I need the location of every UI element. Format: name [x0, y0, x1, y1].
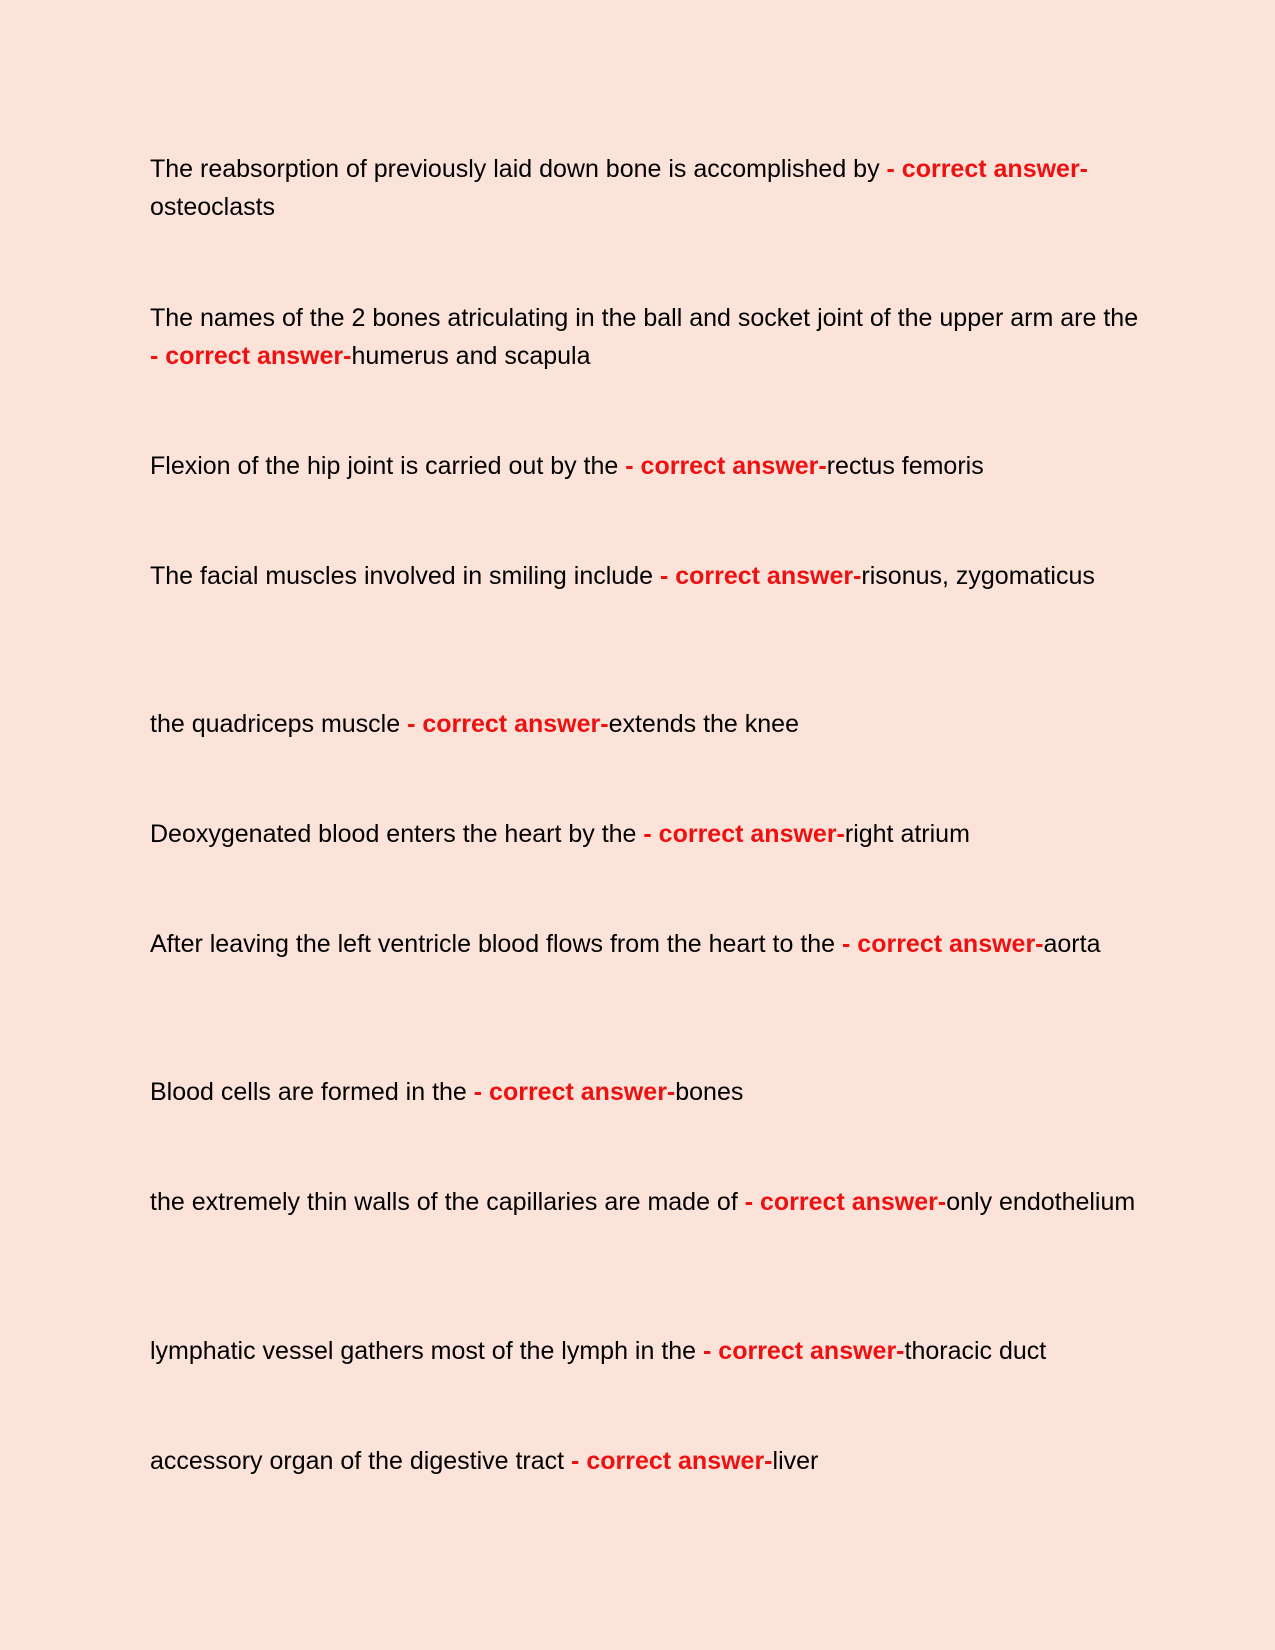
answer-text: osteoclasts	[150, 193, 276, 221]
qa-item	[150, 150, 1140, 226]
question-text: The reabsorption of previously laid down bone is accomplished by	[150, 155, 887, 183]
qa-item	[150, 299, 1140, 375]
question-text: the quadriceps muscle	[150, 710, 408, 738]
qa-item	[150, 1183, 1135, 1221]
answer-text: extends the knee	[608, 710, 799, 738]
correct-answer-marker: - correct answer-	[842, 930, 1044, 958]
correct-answer-marker: - correct answer-	[407, 710, 609, 738]
question-text: the extremely thin walls of the capillaries are made of	[150, 1188, 745, 1216]
qa-item	[150, 557, 1095, 595]
question-text: Deoxygenated blood enters the heart by the	[150, 820, 644, 848]
question-text: The facial muscles involved in smiling include	[150, 562, 660, 590]
answer-text: humerus and scapula	[351, 342, 591, 370]
answer-text: thoracic duct	[904, 1337, 1047, 1365]
answer-text: liver	[772, 1447, 819, 1475]
answer-text: right atrium	[844, 820, 970, 848]
question-text: accessory organ of the digestive tract	[150, 1447, 572, 1475]
question-text: Flexion of the hip joint is carried out by the	[150, 452, 626, 480]
answer-text: bones	[675, 1078, 744, 1106]
qa-item	[150, 925, 1100, 963]
qa-item	[150, 1073, 743, 1111]
qa-item	[150, 1442, 818, 1480]
qa-item	[150, 815, 970, 853]
correct-answer-marker: - correct answer-	[571, 1447, 773, 1475]
question-text: Blood cells are formed in the	[150, 1078, 474, 1106]
question-text: After leaving the left ventricle blood flows from the heart to the	[150, 930, 843, 958]
correct-answer-marker: - correct answer-	[703, 1337, 905, 1365]
qa-item	[150, 705, 799, 743]
correct-answer-marker: - correct answer-	[473, 1078, 676, 1106]
correct-answer-marker: - correct answer-	[150, 342, 352, 370]
answer-text: rectus femoris	[826, 452, 984, 480]
correct-answer-marker: - correct answer-	[886, 155, 1088, 183]
answer-text: risonus, zygomaticus	[861, 562, 1095, 590]
correct-answer-marker: - correct answer-	[744, 1188, 947, 1216]
qa-item	[150, 1332, 1046, 1370]
question-text: lymphatic vessel gathers most of the lymph in the	[150, 1337, 704, 1365]
answer-text: only endothelium	[946, 1188, 1136, 1216]
correct-answer-marker: - correct answer-	[625, 452, 827, 480]
qa-item	[150, 447, 984, 485]
correct-answer-marker: - correct answer-	[643, 820, 845, 848]
correct-answer-marker: - correct answer-	[659, 562, 862, 590]
question-text: The names of the 2 bones atriculating in the ball and socket joint of the upper arm are the	[150, 304, 1139, 332]
answer-text: aorta	[1043, 930, 1101, 958]
